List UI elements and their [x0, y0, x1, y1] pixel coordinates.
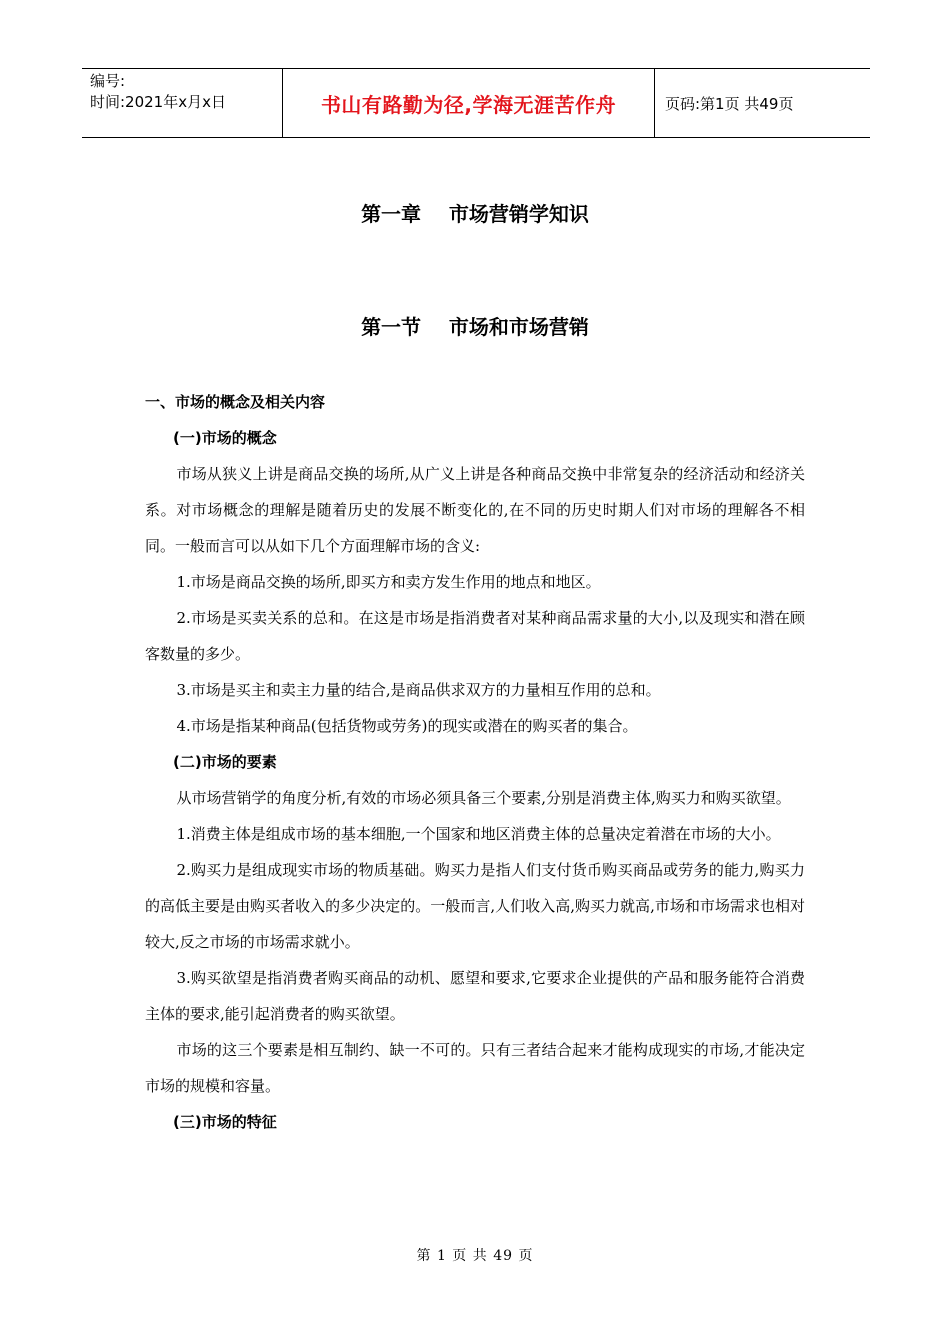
heading-level-1: 一、市场的概念及相关内容	[145, 393, 326, 411]
paragraph: 3.购买欲望是指消费者购买商品的动机、愿望和要求,它要求企业提供的产品和服务能符合消费主体的要求,能引起消费者的购买欲望。	[145, 969, 805, 1023]
chapter-title: 第一章 市场营销学知识	[361, 202, 589, 226]
paragraph: 市场的这三个要素是相互制约、缺一不可的。只有三者结合起来才能构成现实的市场,才能决定市场的规模和容量。	[145, 1041, 805, 1095]
paragraph: 1.市场是商品交换的场所,即买方和卖方发生作用的地点和地区。	[176, 573, 601, 591]
paragraph: 2.市场是买卖关系的总和。在这是市场是指消费者对某种商品需求量的大小,以及现实和潜在顾客数量的多少。	[145, 609, 805, 663]
number-label: 编号:	[90, 72, 126, 90]
section-title: 第一节 市场和市场营销	[361, 315, 589, 339]
heading-level-2: (一)市场的概念	[173, 429, 277, 447]
document-header	[82, 68, 870, 138]
paragraph: 4.市场是指某种商品(包括货物或劳务)的现实或潜在的购买者的集合。	[176, 717, 638, 735]
heading-level-2: (二)市场的要素	[173, 753, 277, 771]
paragraph: 1.消费主体是组成市场的基本细胞,一个国家和地区消费主体的总量决定着潜在市场的大小。	[176, 825, 781, 843]
time-label: 时间:2021年x月x日	[90, 93, 226, 111]
paragraph: 从市场营销学的角度分析,有效的市场必须具备三个要素,分别是消费主体,购买力和购买欲望。	[176, 789, 791, 807]
paragraph: 2.购买力是组成现实市场的物质基础。购买力是指人们支付货币购买商品或劳务的能力,购买力的高低主要是由购买者收入的多少决定的。一般而言,人们收入高,购买力就高,市场和市场需求也相对较大,反之市场的市场需求就小。	[145, 861, 805, 951]
page-info: 页码:第1页 共49页	[665, 94, 794, 113]
paragraph: 市场从狭义上讲是商品交换的场所,从广义上讲是各种商品交换中非常复杂的经济活动和经济关系。对市场概念的理解是随着历史的发展不断变化的,在不同的历史时期人们对市场的理解各不相同。一般而言可以从如下几个方面理解市场的含义:	[145, 465, 805, 555]
motto: 书山有路勤为径,学海无涯苦作舟	[282, 69, 655, 137]
page-footer: 第 1 页 共 49 页	[416, 1248, 534, 1264]
paragraph: 3.市场是买主和卖主力量的结合,是商品供求双方的力量相互作用的总和。	[176, 681, 661, 699]
heading-level-2: (三)市场的特征	[173, 1113, 277, 1131]
header-meta	[82, 69, 282, 137]
document-body	[145, 384, 805, 1140]
